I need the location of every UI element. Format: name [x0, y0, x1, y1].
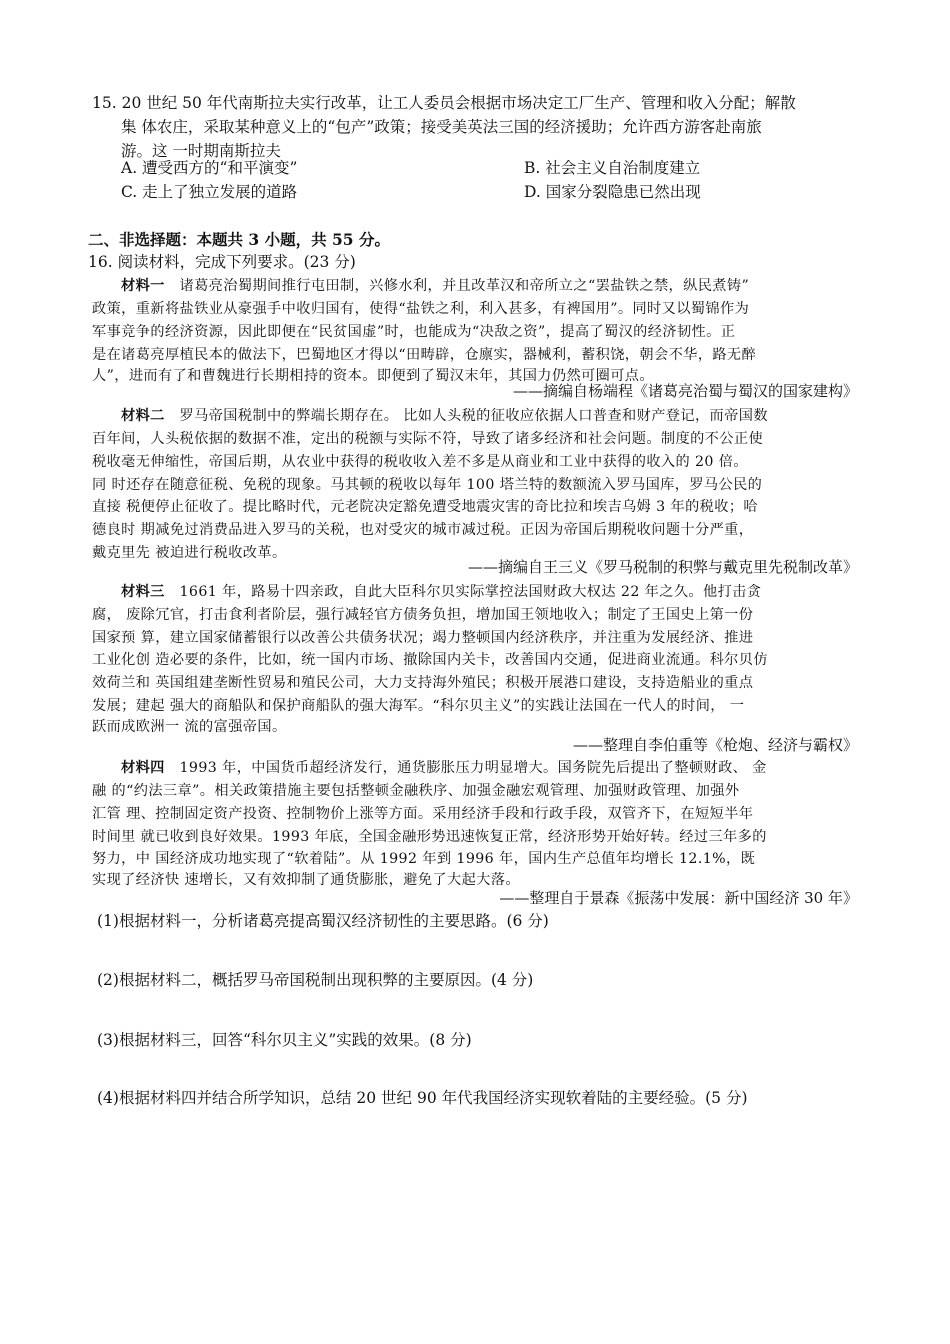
material3-line6: 发展；建起 强大的商船队和保护商船队的强大海军。“科尔贝主义”的实践让法国在一代人的时间， 一: [92, 698, 745, 714]
material4-line4: 时间里 就已收到良好效果。1993 年底，全国金融形势迅速恢复正常，经济形势开始好转。经过三年多的: [92, 829, 767, 845]
material3-line7: 跃而成欧洲一 流的富强帝国。: [92, 719, 287, 735]
material1-line1: 材料一 诸葛亮治蜀期间推行屯田制，兴修水利，并且改革汉和帝所立之“罢盐铁之禁，纵民煮铸”: [121, 278, 750, 294]
subquestion-4: (4)根据材料四并结合所学知识，总结 20 世纪 90 年代我国经济实现软着陆的主要经验。(5 分): [97, 1089, 748, 1107]
material2-line5: 直接 税便停止征收了。提比略时代，元老院决定豁免遭受地震灾害的奇比拉和埃吉乌姆 3 年的税收；哈: [92, 499, 759, 515]
material4-source: ——整理自于景森《振荡中发展：新中国经济 30 年》: [499, 889, 858, 907]
material4-label: 材料四: [121, 760, 165, 776]
material2-source: ——摘编自王三义《罗马税制的积弊与戴克里先税制改革》: [467, 558, 858, 576]
material3-line4: 工业化创 造必要的条件，比如，统一国内市场、撤除国内关卡，改善国内交通，促进商业流通。科尔贝仿: [92, 652, 768, 668]
material3-source: ——整理自李伯重等《枪炮、经济与霸权》: [572, 736, 858, 754]
material1-line3: 军事竞争的经济资源，因此即便在“民贫国虚”时，也能成为“决敌之资”，提高了蜀汉的经济韧性。正: [92, 324, 736, 340]
q15-option-c: C. 走上了独立发展的道路: [121, 183, 298, 201]
material3-label: 材料三: [121, 584, 165, 600]
material4-line3: 汇管 理、控制固定资产投资、控制物价上涨等方面。采用经济手段和行政手段，双管齐下，在短短半年: [92, 806, 754, 822]
material3-line2: 腐， 废除冗官，打击食利者阶层，强行减轻官方债务负担，增加国王领地收入；制定了王国史上第一份: [92, 607, 754, 623]
material2-line4: 同 时还存在随意征税、免税的现象。马其顿的税收以每年 100 塔兰特的数额流入罗马国库，罗马公民的: [92, 477, 763, 493]
material1-source: ——摘编自杨端程《诸葛亮治蜀与蜀汉的国家建构》: [512, 382, 858, 400]
material3-line5: 效荷兰和 英国组建垄断性贸易和殖民公司，大力支持海外殖民；积极开展港口建设，支持造船业的重点: [92, 675, 754, 691]
q15-stem-line3: 游。这 一时期南斯拉夫: [121, 142, 281, 160]
material2-line3: 税收毫无伸缩性，帝国后期，从农业中获得的税收收入差不多是从商业和工业中获得的收入的 20 倍。: [92, 454, 748, 470]
subquestion-1: (1)根据材料一，分析诸葛亮提高蜀汉经济韧性的主要思路。(6 分): [97, 912, 549, 930]
material1-line4: 是在诸葛亮厚植民本的做法下，巴蜀地区才得以“田畴辟，仓廪实，器械利，蓄积饶，朝会不华，路无醉: [92, 347, 757, 363]
q15-stem-line1: 15. 20 世纪 50 年代南斯拉夫实行改革，让工人委员会根据市场决定工厂生产、管理和收入分配；解散: [92, 94, 796, 112]
material4-line5: 努力，中 国经济成功地实现了“软着陆”。从 1992 年到 1996 年，国内生产总值年均增长 12.1%，既: [92, 851, 756, 867]
material1-label: 材料一: [121, 278, 165, 294]
material3-line3: 国家预 算，建立国家储蓄银行以改善公共债务状况；竭力整顿国内经济秩序，并注重为发展经济、推进: [92, 630, 754, 646]
material1-line2: 政策，重新将盐铁业从豪强手中收归国有，使得“盐铁之利，利入甚多，有裨国用”。同时又以蜀锦作为: [92, 301, 750, 317]
q16-stem: 16. 阅读材料，完成下列要求。(23 分): [88, 253, 356, 271]
material1-line5: 人”，进而有了和曹魏进行长期相持的资本。即便到了蜀汉末年，其国力仍然可圈可点。: [92, 368, 654, 384]
subquestion-2: (2)根据材料二，概括罗马帝国税制出现积弊的主要原因。(4 分): [97, 971, 534, 989]
q15-option-b: B. 社会主义自治制度建立: [524, 159, 701, 177]
material2-line1: 材料二 罗马帝国税制中的弊端长期存在。 比如人头税的征收应依据人口普查和财产登记，而帝国数: [121, 408, 768, 424]
material4-line6: 实现了经济快 速增长，又有效抑制了通货膨胀，避免了大起大落。: [92, 872, 520, 888]
q15-option-a: A. 遭受西方的“和平演变”: [121, 159, 298, 177]
material2-label: 材料二: [121, 408, 165, 424]
q15-option-d: D. 国家分裂隐患已然出现: [524, 183, 701, 201]
q15-stem-line2: 集 体农庄，采取某种意义上的“包产”政策；接受美英法三国的经济援助；允许西方游客赴南旅: [121, 118, 762, 136]
material2-line6: 德良时 期减免过消费品进入罗马的关税，也对受灾的城市减过税。正因为帝国后期税收问题十分严重，: [92, 522, 754, 538]
material3-line1: 材料三 1661 年，路易十四亲政，自此大臣科尔贝实际掌控法国财政大权达 22 年之久。他打击贪: [121, 584, 762, 600]
material2-line7: 戴克里先 被迫进行税收改革。: [92, 545, 287, 561]
material4-line2: 融 的“约法三章”。相关政策措施主要包括整顿金融秩序、加强金融宏观管理、加强财政管理、加强外: [92, 783, 740, 799]
subquestion-3: (3)根据材料三，回答“科尔贝主义”实践的效果。(8 分): [97, 1031, 472, 1049]
material2-line2: 百年间，人头税依据的数据不准，定出的税额与实际不符，导致了诸多经济和社会问题。制度的不公正使: [92, 431, 764, 447]
section2-heading: 二、非选择题：本题共 3 小题，共 55 分。: [88, 230, 390, 249]
material4-line1: 材料四 1993 年，中国货币超经济发行，通货膨胀压力明显增大。国务院先后提出了整顿财政、 金: [121, 760, 767, 776]
